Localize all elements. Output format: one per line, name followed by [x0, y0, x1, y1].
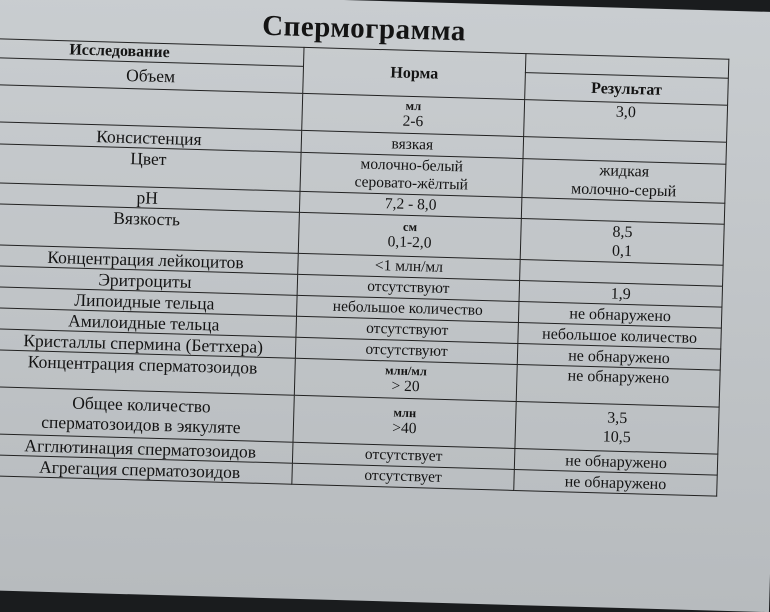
- norm-agglutination: отсутствует: [292, 442, 514, 469]
- row-name-total-sperm-line-2: сперматозоидов в эякуляте: [40, 411, 241, 438]
- row-name-consistency: Консистенция: [0, 122, 302, 153]
- unit-sperm-concentration: млн/мл: [384, 363, 428, 379]
- result-viscosity-line-1: 8,5: [612, 223, 633, 242]
- row-name-agglutination: Агглютинация сперматозоидов: [0, 434, 293, 464]
- result-viscosity-line-2: 0,1: [611, 242, 633, 261]
- norm-viscosity-value: 0,1-2,0: [387, 233, 432, 252]
- result-volume: 3,0: [524, 100, 728, 143]
- norm-color-line-2: серовато-жёлтый: [354, 173, 469, 194]
- column-header-result: Результат: [525, 73, 729, 106]
- norm-amyloid-bodies: отсутствуют: [296, 316, 518, 343]
- norm-volume-value: 2-6: [402, 112, 424, 131]
- norm-leukocytes: <1 млн/мл: [298, 253, 520, 280]
- result-viscosity: [520, 219, 724, 266]
- unit-volume: мл: [405, 98, 422, 114]
- result-color-value: молочно-серый: [570, 180, 677, 201]
- row-name-color: Цвет: [0, 144, 301, 192]
- document-title: Спермограмма: [261, 9, 467, 48]
- unit-total-sperm: млн: [393, 405, 417, 421]
- result-aggregation: не обнаружено: [514, 469, 718, 496]
- row-name-erythrocytes: Эритроциты: [0, 266, 298, 296]
- result-color: [522, 159, 726, 204]
- row-name-ph: pH: [0, 183, 300, 213]
- row-name-sperm-concentration: Концентрация сперматозоидов: [0, 350, 295, 396]
- unit-viscosity: см: [402, 219, 418, 235]
- results-table: [0, 38, 729, 496]
- row-name-amyloid-bodies: Амилоидные тельца: [0, 308, 297, 338]
- result-sperm-concentration: не обнаружено: [516, 364, 720, 407]
- result-erythrocytes: 1,9: [519, 281, 723, 308]
- result-amyloid-bodies: небольшое количество: [518, 322, 722, 349]
- norm-viscosity: [298, 212, 521, 259]
- norm-total-sperm-value: >40: [392, 419, 417, 438]
- result-total-sperm-line-1: 3,5: [607, 409, 628, 428]
- norm-lipoid-bodies: небольшое количество: [297, 295, 519, 322]
- result-total-sperm-line-2: 10,5: [602, 428, 631, 447]
- norm-sperm-concentration: [294, 358, 517, 401]
- result-spermine-crystals: не обнаружено: [517, 343, 721, 370]
- row-name-total-sperm: [0, 387, 294, 442]
- row-name-volume: Объем: [0, 58, 303, 94]
- norm-sperm-concentration-value: > 20: [391, 377, 420, 396]
- result-agglutination: не обнаружено: [514, 448, 718, 475]
- result-consistency: жидкая: [599, 162, 650, 181]
- row-name-aggregation: Агрегация сперматозоидов: [0, 455, 292, 485]
- norm-volume: [302, 93, 525, 136]
- norm-erythrocytes: отсутствуют: [297, 274, 519, 301]
- norm-aggregation: отсутствует: [292, 463, 514, 490]
- norm-total-sperm: [293, 395, 516, 448]
- row-name-lipoid-bodies: Липоидные тельца: [0, 287, 297, 317]
- norm-spermine-crystals: отсутствуют: [295, 337, 517, 364]
- result-total-sperm: [515, 401, 719, 454]
- norm-ph: 7,2 - 8,0: [299, 191, 521, 218]
- norm-color-line-1: молочно-белый: [360, 155, 464, 176]
- result-lipoid-bodies: не обнаружено: [518, 302, 722, 329]
- row-name-spermine-crystals: Кристаллы спермина (Беттхера): [0, 329, 296, 359]
- norm-consistency: вязкая: [301, 130, 524, 158]
- row-name-total-sperm-line-1: Общее количество: [71, 392, 211, 417]
- row-name-viscosity: Вязкость: [0, 204, 299, 254]
- column-header-test: Исследование: [0, 39, 304, 67]
- column-header-norm: Норма: [303, 47, 526, 99]
- row-name-leukocytes: Концентрация лейкоцитов: [0, 245, 298, 275]
- norm-color: [300, 152, 523, 197]
